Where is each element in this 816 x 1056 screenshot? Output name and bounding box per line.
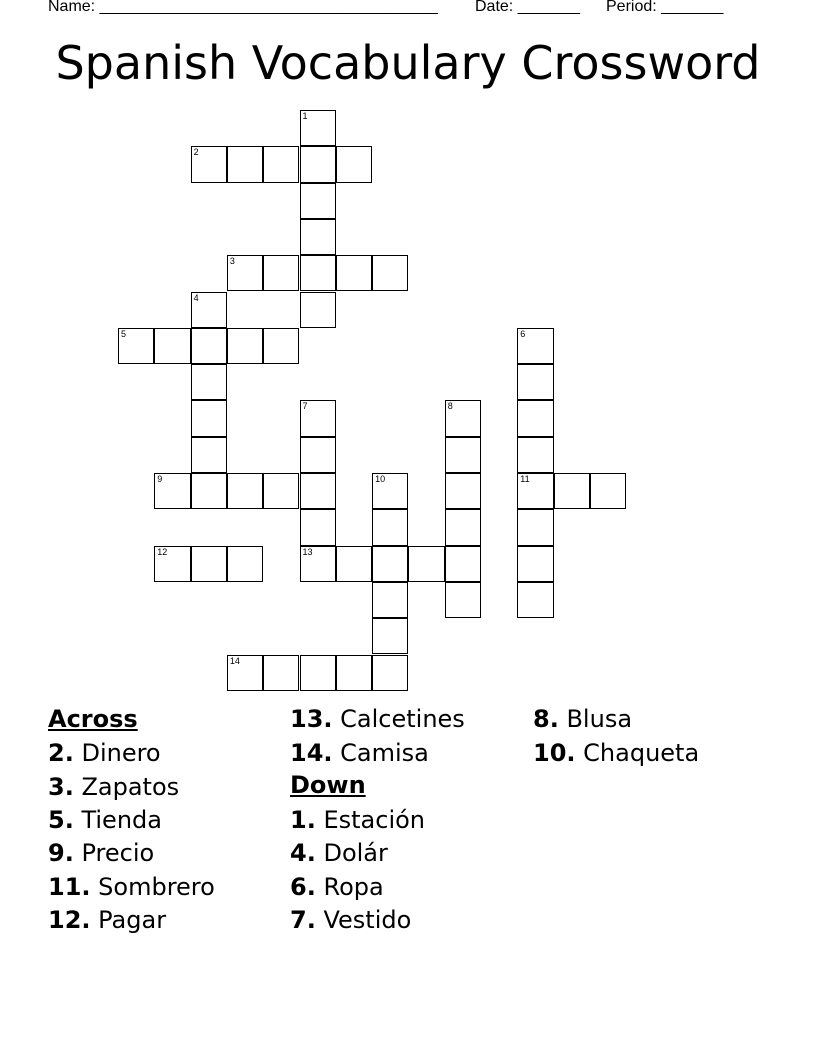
clue-across-14: [290, 738, 429, 768]
crossword-cell[interactable]: [263, 146, 299, 182]
crossword-cell[interactable]: [263, 255, 299, 291]
clue-number: 6.: [290, 873, 316, 901]
crossword-cell[interactable]: [300, 110, 336, 146]
crossword-cell[interactable]: [154, 546, 190, 582]
clue-text: Estación: [323, 806, 426, 834]
crossword-cell[interactable]: [300, 183, 336, 219]
clue-across-5: [48, 805, 162, 835]
crossword-cell[interactable]: [300, 546, 336, 582]
clue-number: 3.: [48, 773, 74, 801]
crossword-cell[interactable]: [445, 546, 481, 582]
crossword-cell[interactable]: [372, 509, 408, 545]
clue-text: Dinero: [81, 739, 161, 767]
clue-number: 7.: [290, 906, 316, 934]
clue-number: 10.: [533, 739, 576, 767]
crossword-cell[interactable]: [300, 437, 336, 473]
crossword-cell[interactable]: [336, 146, 372, 182]
page-title: Spanish Vocabulary Crossword: [55, 36, 761, 90]
clue-text: Camisa: [340, 739, 429, 767]
clue-across-3: [48, 772, 179, 802]
clue-number: 12.: [48, 906, 91, 934]
cell-number: 14: [229, 655, 240, 666]
clue-number: 9.: [48, 839, 74, 867]
crossword-cell[interactable]: [263, 473, 299, 509]
clue-across-11: [48, 872, 215, 902]
crossword-cell[interactable]: [191, 437, 227, 473]
crossword-cell[interactable]: [191, 328, 227, 364]
period-field-label: Period: _______: [606, 0, 724, 15]
clue-number: 2.: [48, 739, 74, 767]
crossword-cell[interactable]: [517, 364, 553, 400]
cell-number: 7: [302, 401, 308, 412]
cell-number: 13: [302, 546, 313, 557]
clue-text: Blusa: [566, 705, 633, 733]
clue-number: 4.: [290, 839, 316, 867]
clue-text: Pagar: [98, 906, 167, 934]
clue-number: 11.: [48, 873, 91, 901]
crossword-cell[interactable]: [517, 437, 553, 473]
crossword-cell[interactable]: [154, 328, 190, 364]
clue-text: Zapatos: [81, 773, 180, 801]
crossword-cell[interactable]: [191, 364, 227, 400]
crossword-cell[interactable]: [517, 509, 553, 545]
crossword-cell[interactable]: [227, 546, 263, 582]
clue-across-13: [290, 704, 465, 734]
cell-number: 8: [447, 401, 453, 412]
crossword-cell[interactable]: [300, 509, 336, 545]
crossword-cell[interactable]: [517, 582, 553, 618]
crossword-cell[interactable]: [517, 400, 553, 436]
clue-text: Calcetines: [340, 705, 465, 733]
clue-number: 1.: [290, 806, 316, 834]
cell-number: 9: [157, 474, 163, 484]
clue-number: 5.: [48, 806, 74, 834]
crossword-cell[interactable]: [263, 655, 299, 691]
cell-number: 5: [121, 328, 127, 339]
crossword-cell[interactable]: [227, 146, 263, 182]
crossword-cell[interactable]: [372, 655, 408, 691]
clue-down-1: [290, 805, 425, 835]
crossword-cell[interactable]: [227, 255, 263, 291]
crossword-cell[interactable]: [517, 546, 553, 582]
clue-text: Chaqueta: [583, 739, 700, 767]
clue-text: Sombrero: [98, 873, 215, 901]
crossword-cell[interactable]: [445, 473, 481, 509]
crossword-cell[interactable]: [263, 328, 299, 364]
cell-number: 6: [520, 328, 526, 339]
clue-number: 13.: [290, 705, 333, 733]
crossword-cell[interactable]: [191, 546, 227, 582]
crossword-cell[interactable]: [300, 219, 336, 255]
clue-across-12: [48, 905, 166, 935]
cell-number: 1: [302, 111, 308, 121]
crossword-cell[interactable]: [118, 328, 154, 364]
crossword-cell[interactable]: [336, 255, 372, 291]
crossword-cell[interactable]: [191, 400, 227, 436]
crossword-cell[interactable]: [227, 473, 263, 509]
crossword-cell[interactable]: [372, 473, 408, 509]
crossword-cell[interactable]: [590, 473, 626, 509]
cell-number: 12: [157, 546, 168, 557]
crossword-cell[interactable]: [554, 473, 590, 509]
across-heading: Across: [48, 705, 138, 733]
clue-down-8: [533, 704, 632, 734]
name-field-label: Name: ______________________________________: [48, 0, 438, 15]
clue-down-10: [533, 738, 699, 768]
down-heading: Down: [290, 771, 366, 799]
crossword-cell[interactable]: [227, 655, 263, 691]
clue-text: Precio: [81, 839, 155, 867]
clue-text: Vestido: [323, 906, 412, 934]
clue-number: 8.: [533, 705, 559, 733]
clue-down-6: [290, 872, 384, 902]
crossword-cell[interactable]: [300, 292, 336, 328]
crossword-cell[interactable]: [154, 473, 190, 509]
crossword-cell[interactable]: [336, 546, 372, 582]
crossword-cell[interactable]: [445, 437, 481, 473]
crossword-cell[interactable]: [191, 473, 227, 509]
clue-text: Dolár: [323, 839, 388, 867]
cell-number: 3: [229, 256, 235, 267]
cell-number: 11: [520, 474, 530, 484]
clue-down-7: [290, 905, 411, 935]
crossword-cell[interactable]: [300, 473, 336, 509]
cell-number: 4: [193, 292, 199, 303]
clue-text: Tienda: [81, 806, 162, 834]
crossword-cell[interactable]: [372, 255, 408, 291]
date-field-label: Date: _______: [475, 0, 580, 15]
cell-number: 10: [375, 474, 386, 484]
crossword-cell[interactable]: [445, 582, 481, 618]
crossword-cell[interactable]: [445, 509, 481, 545]
clue-text: Ropa: [323, 873, 384, 901]
crossword-cell[interactable]: [517, 328, 553, 364]
crossword-cell[interactable]: [372, 618, 408, 654]
crossword-cell[interactable]: [191, 292, 227, 328]
crossword-cell[interactable]: [300, 400, 336, 436]
clue-list: [0, 700, 816, 1000]
clue-across-9: [48, 838, 154, 868]
crossword-cell[interactable]: [300, 255, 336, 291]
crossword-cell[interactable]: [372, 582, 408, 618]
clue-across-2: [48, 738, 161, 768]
crossword-cell[interactable]: [300, 146, 336, 182]
cell-number: 2: [193, 147, 199, 158]
clue-number: 14.: [290, 739, 333, 767]
crossword-cell[interactable]: [408, 546, 444, 582]
crossword-cell[interactable]: [336, 655, 372, 691]
crossword-cell[interactable]: [517, 473, 553, 509]
crossword-cell[interactable]: [300, 655, 336, 691]
crossword-cell[interactable]: [227, 328, 263, 364]
crossword-cell[interactable]: [191, 146, 227, 182]
crossword-cell[interactable]: [445, 400, 481, 436]
crossword-cell[interactable]: [372, 546, 408, 582]
clue-down-4: [290, 838, 388, 868]
